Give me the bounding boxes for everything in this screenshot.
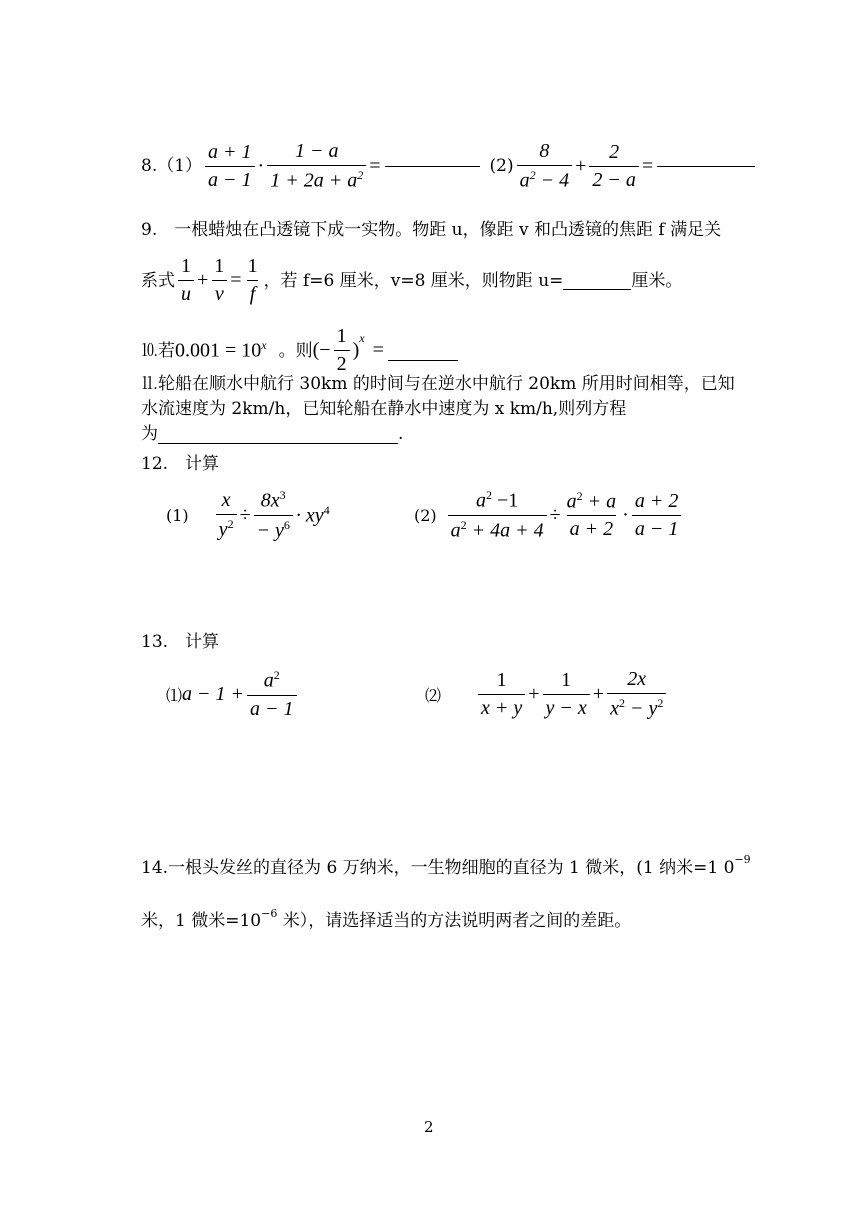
q10-answer-blank[interactable] (388, 340, 458, 361)
question-10 (141, 325, 458, 376)
q13-p2-expression: $\frac{1}{x + y}$ + $\frac{1}{y - x}$ + $\frac{2x}{x^2 - y^2}$ (475, 668, 669, 721)
q11-prefix: 为 (141, 424, 158, 444)
q8-p2-num2: 2 (609, 140, 620, 163)
q10-expression: (− $\frac{1}{2}$ ) $^x$ = (312, 325, 384, 375)
q8-p1-equals: = (369, 154, 381, 177)
q8-p1-num2: 1 − a (294, 140, 339, 162)
q12-p2-fraction-1: $\frac{a^2 -1}{a^2 + 4a + 4}$ (448, 488, 547, 542)
q11-answer-blank[interactable] (158, 425, 398, 444)
q12-p1-fraction-1: $\frac{x}{y^2}$ (216, 489, 237, 542)
q8-p2-den2: 2 − a (589, 166, 639, 192)
q14-line-1: 14.一根头发丝的直径为 6 万纳米，一生物细胞的直径为 1 微米，(1 纳米=1 $0^{-9}$ (141, 853, 751, 878)
q9-fraction-f: $\frac{1}{f}$ (247, 255, 258, 305)
q13-p2-fraction-3: $\frac{2x}{x^2 - y^2}$ (607, 668, 666, 721)
q8-p1-den2: $1 + 2a + a^2$ (267, 165, 366, 193)
q12-part-2 (414, 488, 684, 542)
q12-part-1 (166, 488, 330, 542)
q9-unit: 厘米。 (631, 270, 683, 291)
q9-equals: = (230, 269, 242, 291)
q9-line-1: 9. 一根蜡烛在凸透镜下成一实物。物距 u，像距 v 和凸透镜的焦距 f 满足关 (141, 220, 722, 240)
q9-fraction-v: $\frac{1}{v}$ (211, 255, 227, 306)
q9-lens-formula (175, 255, 264, 306)
q12-p2-fraction-2: $\frac{a^2 + a}{a + 2}$ (566, 488, 617, 541)
q13-p1-expression: a − 1 + $\frac{a^2}{a - 1}$ (182, 668, 300, 721)
q13-p2-fraction-2: $\frac{1}{y - x}$ (543, 669, 590, 720)
q11-line-2: 水流速度为 2km/h，已知轮船在静水中速度为 x km/h,则列方程 (141, 399, 627, 419)
q12-p2-expression: $\frac{a^2 -1}{a^2 + 4a + 4}$ ÷ $\frac{a^2 + a}{a + 2}$ · $\frac{a + 2}{a - 1}$ (445, 488, 685, 542)
q9-prefix: 系式 (141, 270, 175, 291)
q9-condition-text: ，若 f=6 厘米，v=8 厘米，则物距 u= (263, 270, 564, 291)
q8-p1-num1: a + 1 (208, 140, 252, 163)
q8-p1-operator: · (257, 154, 265, 177)
page-number: 2 (424, 1118, 434, 1136)
q9-fraction-u: $\frac{1}{u}$ (178, 255, 194, 306)
q8-p1-answer-blank[interactable] (385, 166, 480, 167)
q8-label: 8.（1） (141, 156, 203, 177)
q13-part-2 (425, 668, 669, 721)
q8-p1-fraction-2 (267, 140, 366, 193)
q13-p1-label: ⑴ (166, 685, 183, 705)
q9-answer-blank[interactable] (563, 271, 631, 290)
q9-plus: + (197, 269, 209, 291)
q8-p1-fraction-1 (205, 141, 255, 192)
q10-fraction-half: $\frac{1}{2}$ (334, 325, 350, 376)
q13-p2-label: ⑵ (425, 685, 442, 705)
q8-p2-equals: = (641, 154, 654, 177)
q11-line-3 (141, 422, 403, 446)
q12-title: 12. 计算 (141, 454, 220, 474)
q13-title: 13. 计算 (141, 632, 220, 652)
q13-p1-fraction: $\frac{a^2}{a - 1}$ (247, 668, 297, 721)
question-9-formula-line (141, 255, 682, 306)
question-8 (141, 140, 755, 193)
q12-p1-label: (1) (166, 505, 189, 525)
q11-suffix: . (398, 424, 404, 444)
q8-part1-expression (202, 140, 489, 193)
q8-p2-den1: $a^2 - 4$ (517, 165, 573, 193)
q8-label-2: (2) (489, 156, 514, 177)
q11-line-1: ⒒轮船在顺水中航行 30km 的时间与在逆水中航行 20km 所用时间相等，已知 (141, 374, 735, 394)
q8-p2-answer-blank[interactable] (657, 166, 755, 167)
q12-p2-label: (2) (414, 505, 437, 525)
q13-p2-fraction-1: $\frac{1}{x + y}$ (478, 669, 525, 720)
q13-part-1 (166, 668, 300, 721)
q12-p2-fraction-3: $\frac{a + 2}{a - 1}$ (632, 490, 682, 541)
q8-part2-expression (514, 140, 756, 193)
q8-p2-operator: + (575, 154, 587, 177)
q14-line-2: 米，1 微米$=10^{-6}$ 米），请选择适当的方法说明两者之间的差距。 (141, 907, 632, 931)
q8-p2-fraction-2 (589, 141, 639, 192)
q8-p1-den1: a − 1 (205, 166, 255, 192)
q12-p1-fraction-2: $\frac{8x^3}{- y^6}$ (254, 488, 293, 542)
q10-then-text: 。则 (278, 340, 313, 361)
q10-given: $0.001 = 10^x$ (175, 338, 267, 362)
q10-label: ⒑若 (141, 340, 175, 361)
q8-p2-fraction-1 (517, 140, 573, 193)
q8-p2-num1: 8 (539, 140, 550, 162)
q12-p1-expression: $\frac{x}{y^2}$ ÷ $\frac{8x^3}{- y^6}$ · $xy^4$ (213, 488, 330, 542)
